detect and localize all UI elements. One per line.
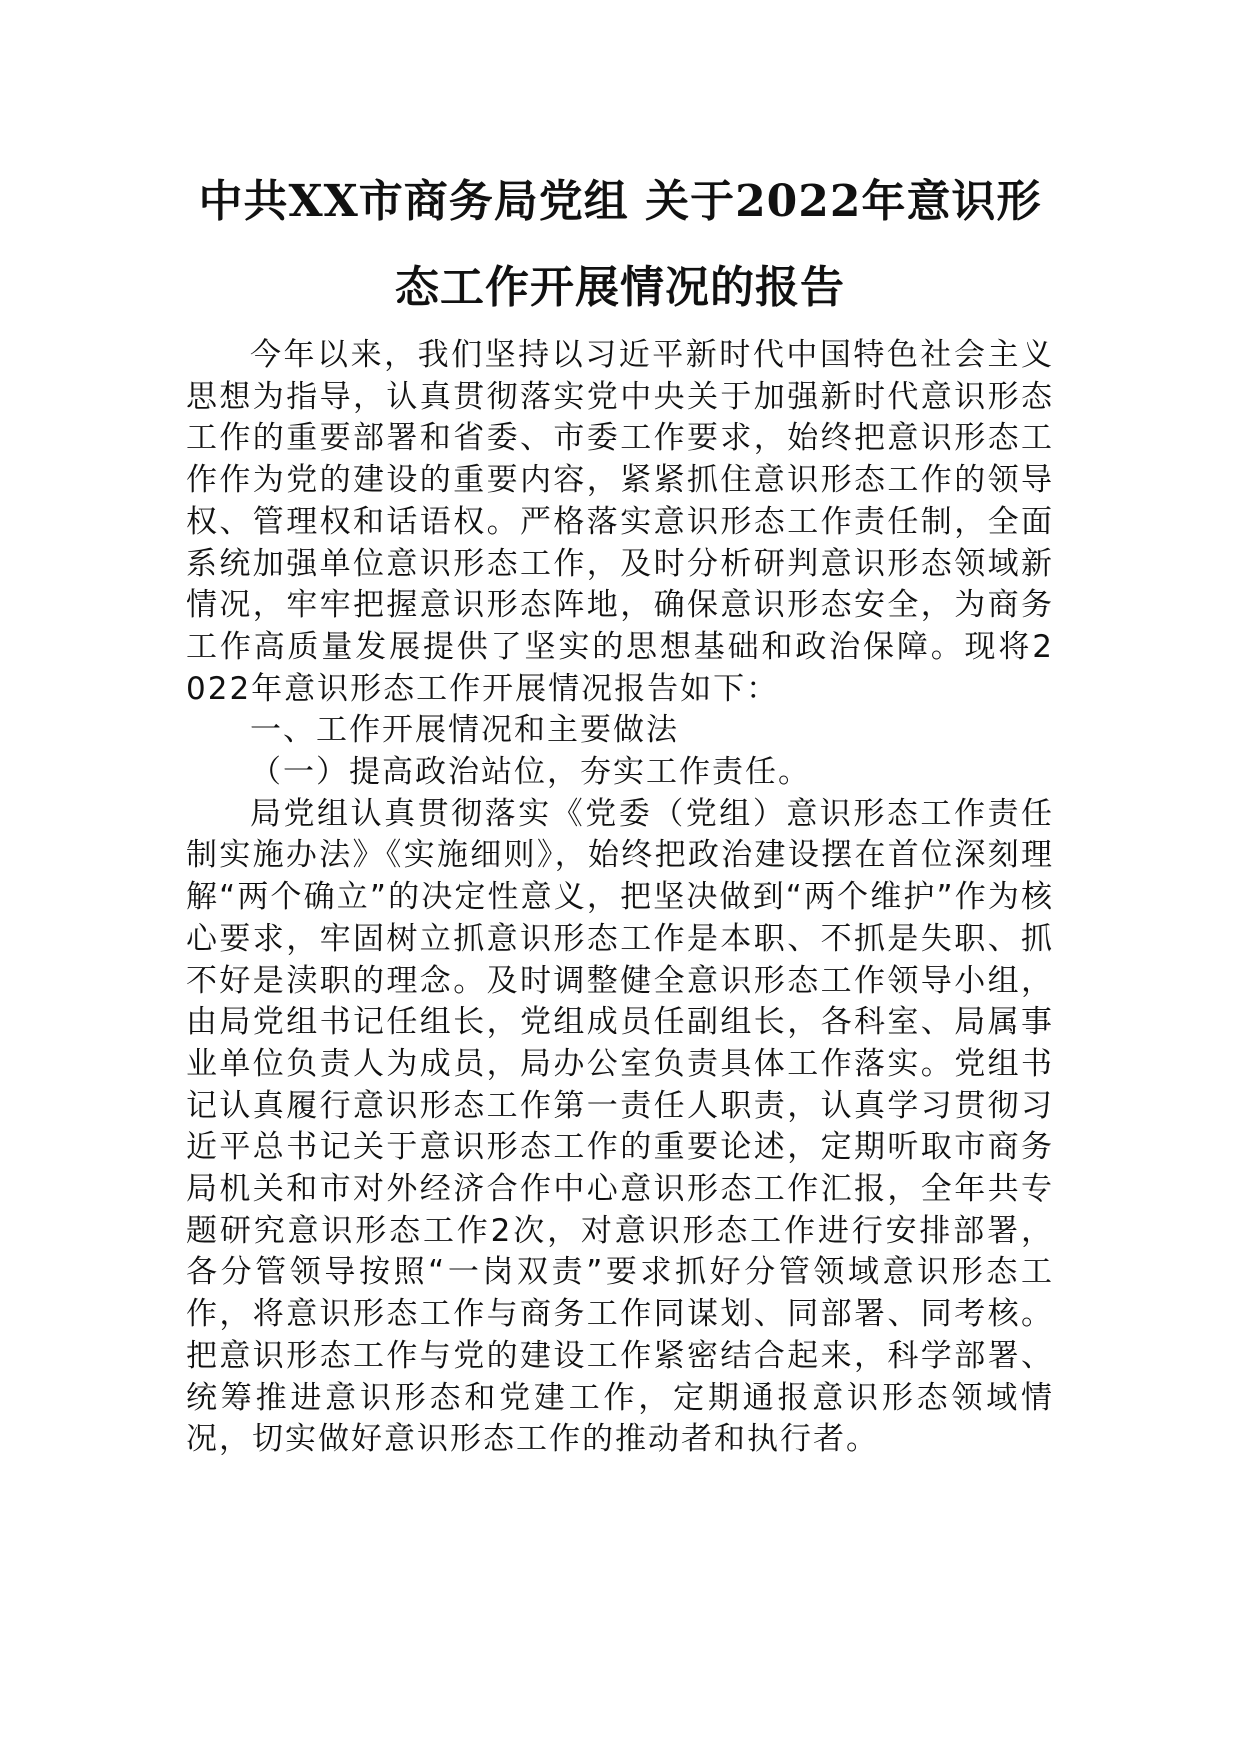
document-body [186, 335, 1054, 1461]
subsection-1-heading: （一）提高政治站位，夯实工作责任。 [250, 754, 811, 791]
subsection-1-paragraph: 局党组认真贯彻落实《党委（党组）意识形态工作责任制实施办法》《实施细则》，始终把政治建设摆在首位深刻理解“两个确立”的决定性意义，把坚决做到“两个维护”作为核心要求，牢固树立抓意识形态工作是本职、不抓是失职、抓不好是渎职的理念。及时调整健全意识形态工作领导小组，由局党组书记任组长，党组成员任副组长，各科室、局属事业单位负责人为成员，局办公室负责具体工作落实。党组书记认真履行意识形态工作第一责任人职责，认真学习贯彻习近平总书记关于意识形态工作的重要论述，定期听取市商务局机关和市对外经济合作中心意识形态工作汇报，全年共专题研究意识形态工作2次，对意识形态工作进行安排部署，各分管领导按照“一岗双责”要求抓好分管领域意识形态工作，将意识形态工作与商务工作同谋划、同部署、同考核。把意识形态工作与党的建设工作紧密结合起来，科学部署、统筹推进意识形态和党建工作，定期通报意识形态领域情况，切实做好意识形态工作的推动者和执行者。 [186, 795, 1054, 1458]
document-title-line-1: 中共XX市商务局党组 关于2022年意识形 [198, 176, 1042, 227]
document-title-line-2: 态工作开展情况的报告 [395, 262, 845, 313]
section-1-heading: 一、工作开展情况和主要做法 [250, 712, 679, 749]
intro-paragraph: 今年以来，我们坚持以习近平新时代中国特色社会主义思想为指导，认真贯彻落实党中央关于加强新时代意识形态工作的重要部署和省委、市委工作要求，始终把意识形态工作作为党的建设的重要内容，紧紧抓住意识形态工作的领导权、管理权和话语权。严格落实意识形态工作责任制，全面系统加强单位意识形态工作，及时分析研判意识形态领域新情况，牢牢把握意识形态阵地，确保意识形态安全，为商务工作高质量发展提供了坚实的思想基础和政治保障。现将2022年意识形态工作开展情况报告如下： [186, 337, 1054, 707]
